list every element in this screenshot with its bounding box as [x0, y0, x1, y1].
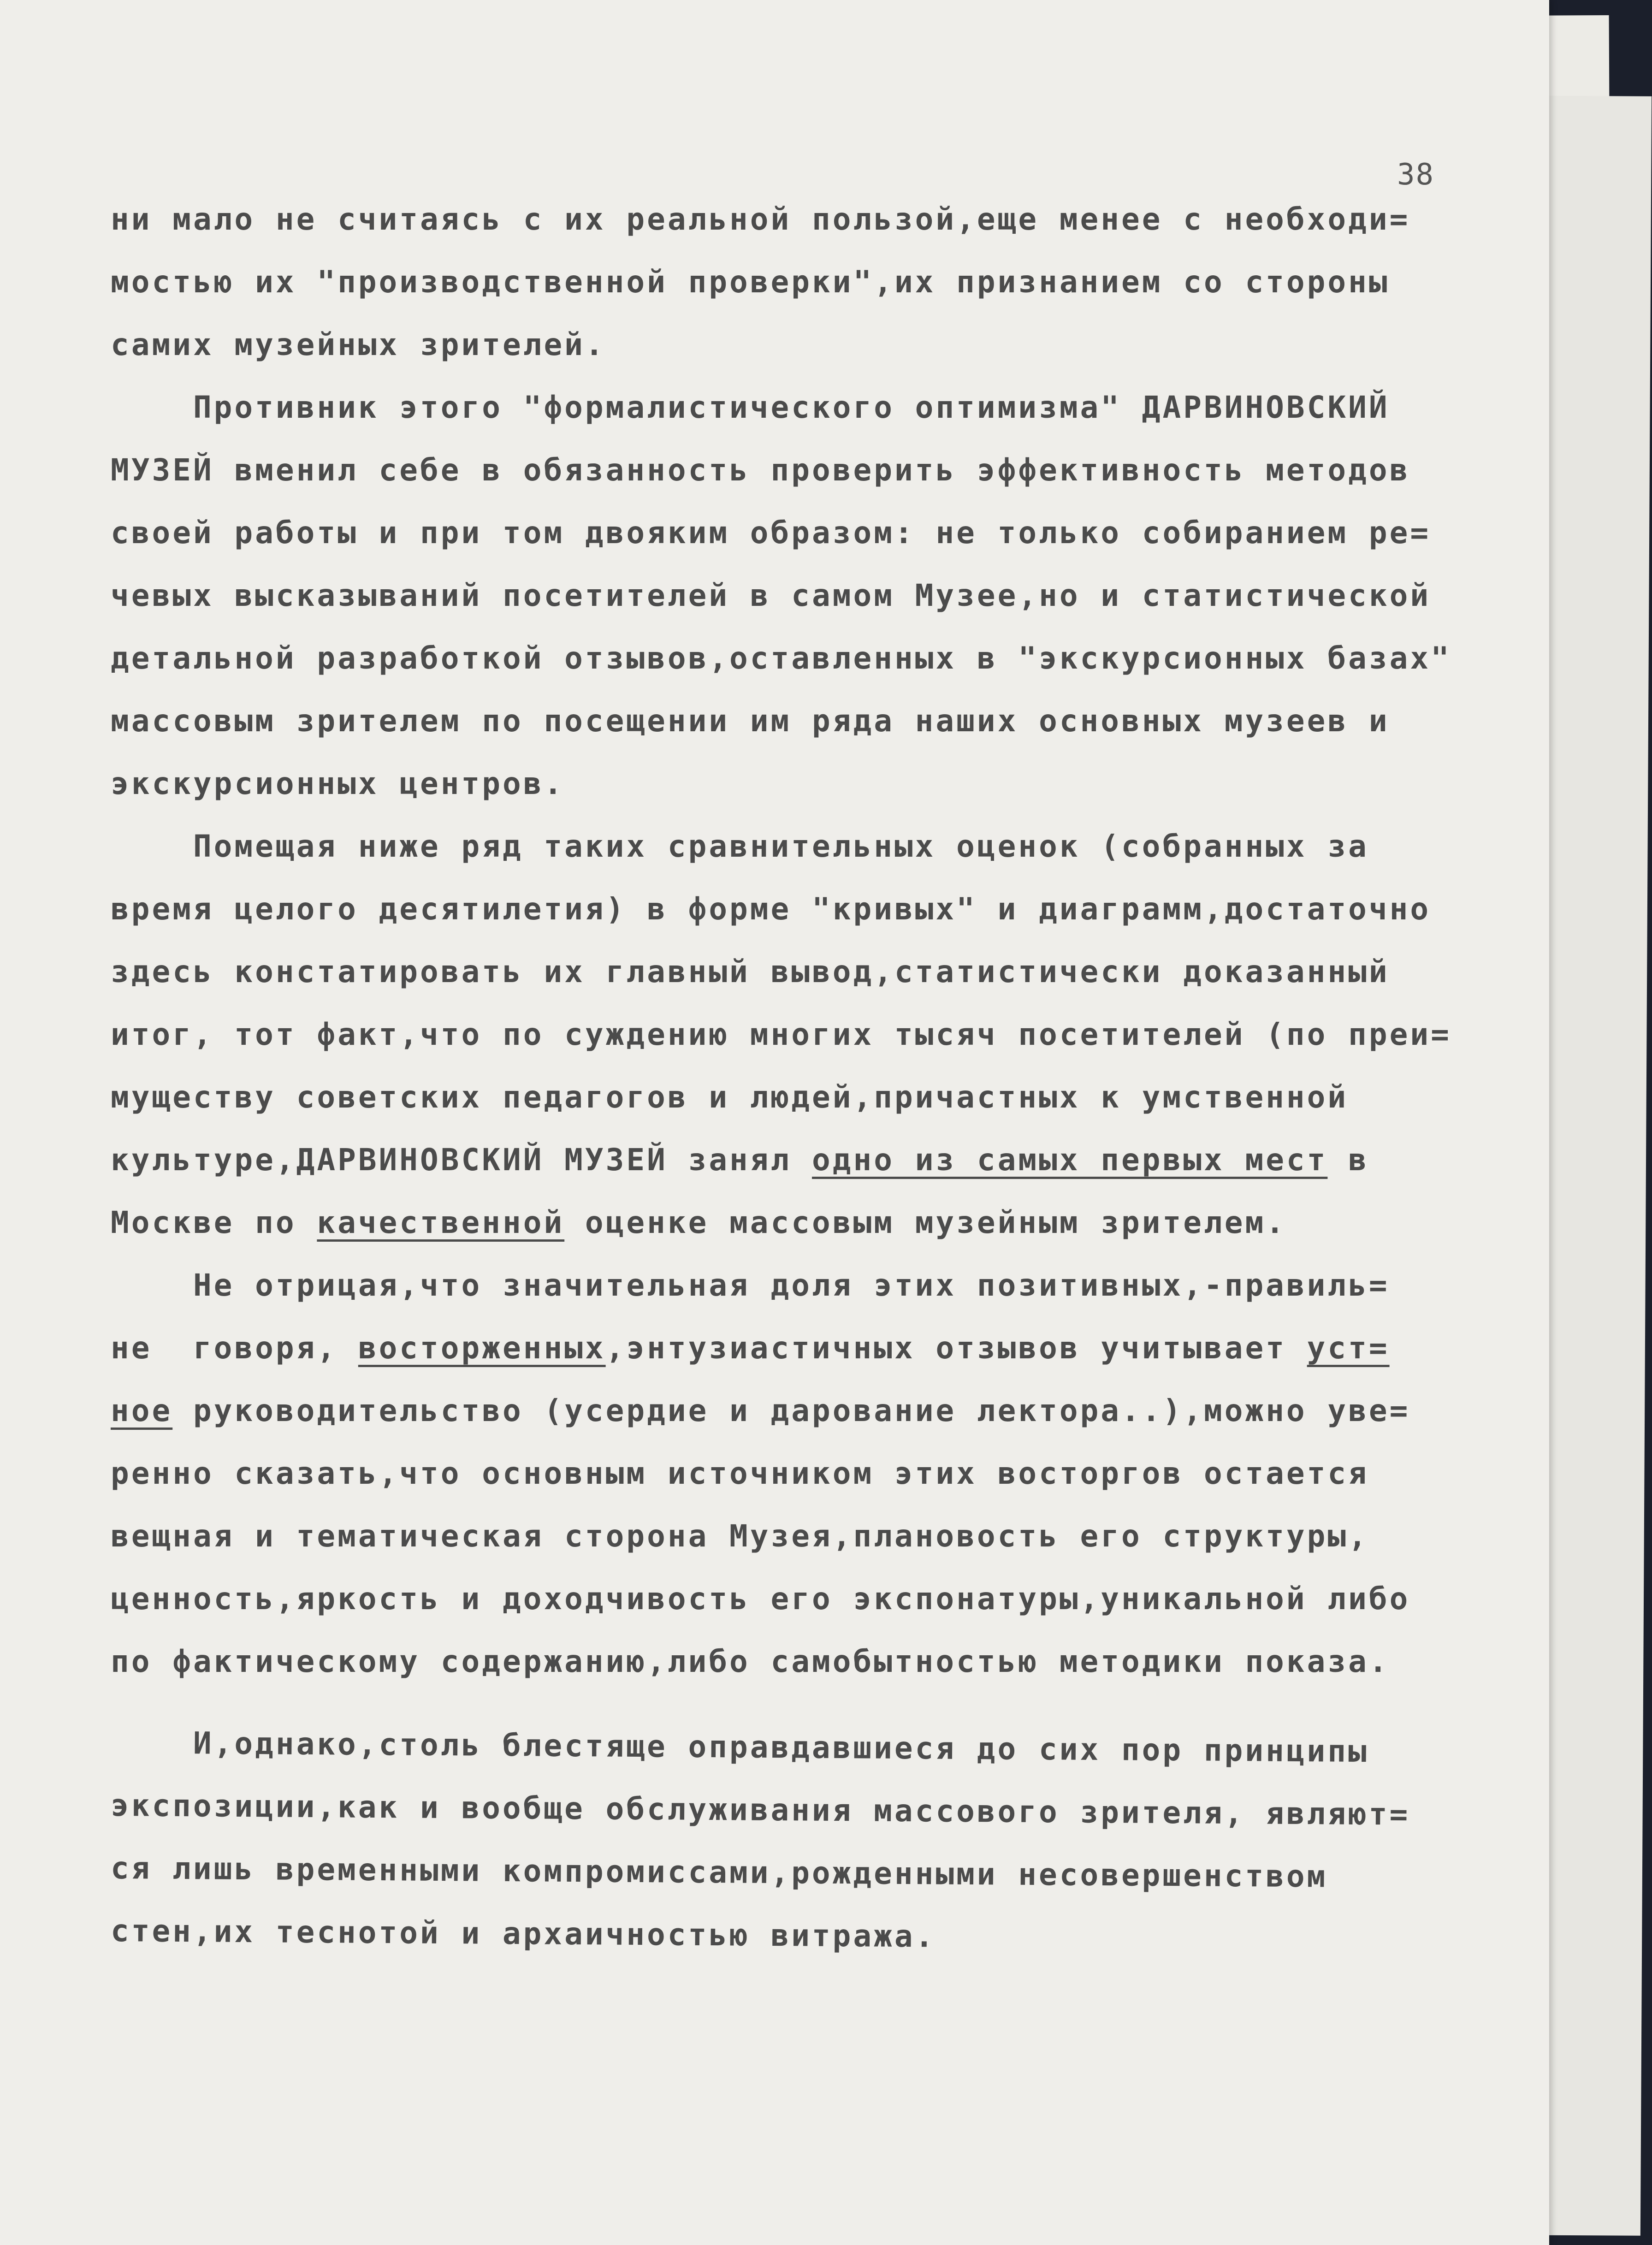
text-line: массовым зрителем по посещении им ряда наших основных музеев и	[111, 703, 1390, 739]
text-line	[111, 1129, 1494, 1191]
text-line	[111, 1191, 1494, 1254]
text-line: И,однако,столь блестяще оправдавшиеся до сих пор принципы	[110, 1725, 1369, 1770]
paragraph-gap	[111, 1693, 1494, 1712]
text-segment: руководительство (усердие и дарование лектора..),можно уве=	[172, 1393, 1410, 1428]
text-line: вещная и тематическая сторона Музея,плановость его структуры,	[111, 1518, 1369, 1554]
text-line: стен,их теснотой и архаичностью витража.	[110, 1913, 936, 1955]
page-number: 38	[1397, 158, 1435, 192]
underlined-text: ное	[111, 1393, 173, 1428]
text-line	[111, 1317, 1494, 1380]
text-line: муществу советских педагогов и людей,причастных к умственной	[111, 1079, 1349, 1115]
text-line: ся лишь временными компромиссами,рожденными несовершенством	[110, 1850, 1328, 1895]
body-text	[111, 188, 1494, 1962]
text-line: Помещая ниже ряд таких сравнительных оценок (собранных за	[111, 829, 1369, 864]
text-line: Противник этого "формалистического оптимизма" ДАРВИНОВСКИЙ	[111, 390, 1390, 425]
text-line: итог, тот факт,что по суждению многих тысяч посетителей (по преи=	[111, 1017, 1451, 1052]
text-segment: оценке массовым музейным зрителем.	[564, 1205, 1286, 1240]
text-line: мостью их "производственной проверки",их признанием со стороны	[111, 264, 1390, 300]
text-line: по фактическому содержанию,либо самобытностью методики показа.	[111, 1644, 1390, 1679]
text-line: ренно сказать,что основным источником этих восторгов остается	[111, 1456, 1369, 1491]
text-line: ценность,яркость и доходчивость его экспонатуры,уникальной либо	[111, 1581, 1410, 1617]
text-line: Не отрицая,что значительная доля этих позитивных,-правиль=	[111, 1268, 1390, 1303]
text-line: экспозиции,как и вообще обслуживания массового зрителя, являют=	[110, 1788, 1410, 1832]
text-segment: Москве по	[111, 1205, 317, 1240]
text-line: ни мало не считаясь с их реальной пользой,еще менее с необходи=	[111, 201, 1410, 237]
text-segment: в	[1327, 1142, 1369, 1178]
text-line: самих музейных зрителей.	[111, 327, 606, 362]
underlined-text: восторженных	[358, 1330, 606, 1366]
text-line: время целого десятилетия) в форме "кривых" и диаграмм,достаточно	[111, 891, 1431, 927]
text-line: чевых высказываний посетителей в самом Музее,но и статистической	[111, 578, 1431, 613]
text-segment: ,энтузиастичных отзывов учитывает	[605, 1330, 1307, 1366]
text-line: экскурсионных центров.	[111, 766, 565, 801]
text-segment: культуре,ДАРВИНОВСКИЙ МУЗЕЙ занял	[111, 1142, 812, 1178]
text-line: своей работы и при том двояким образом: не только собиранием ре=	[111, 515, 1431, 551]
text-segment: не говоря,	[111, 1330, 358, 1366]
text-line: детальной разработкой отзывов,оставленных в "экскурсионных базах"	[111, 640, 1451, 676]
text-line: здесь констатировать их главный вывод,статистически доказанный	[111, 954, 1390, 989]
underlined-text: одно из самых первых мест	[812, 1142, 1328, 1178]
text-line	[111, 1380, 1494, 1442]
text-line: МУЗЕЙ вменил себе в обязанность проверить эффективность методов	[111, 452, 1410, 488]
underlined-text: уст=	[1307, 1330, 1390, 1366]
underlined-text: качественной	[317, 1205, 565, 1240]
